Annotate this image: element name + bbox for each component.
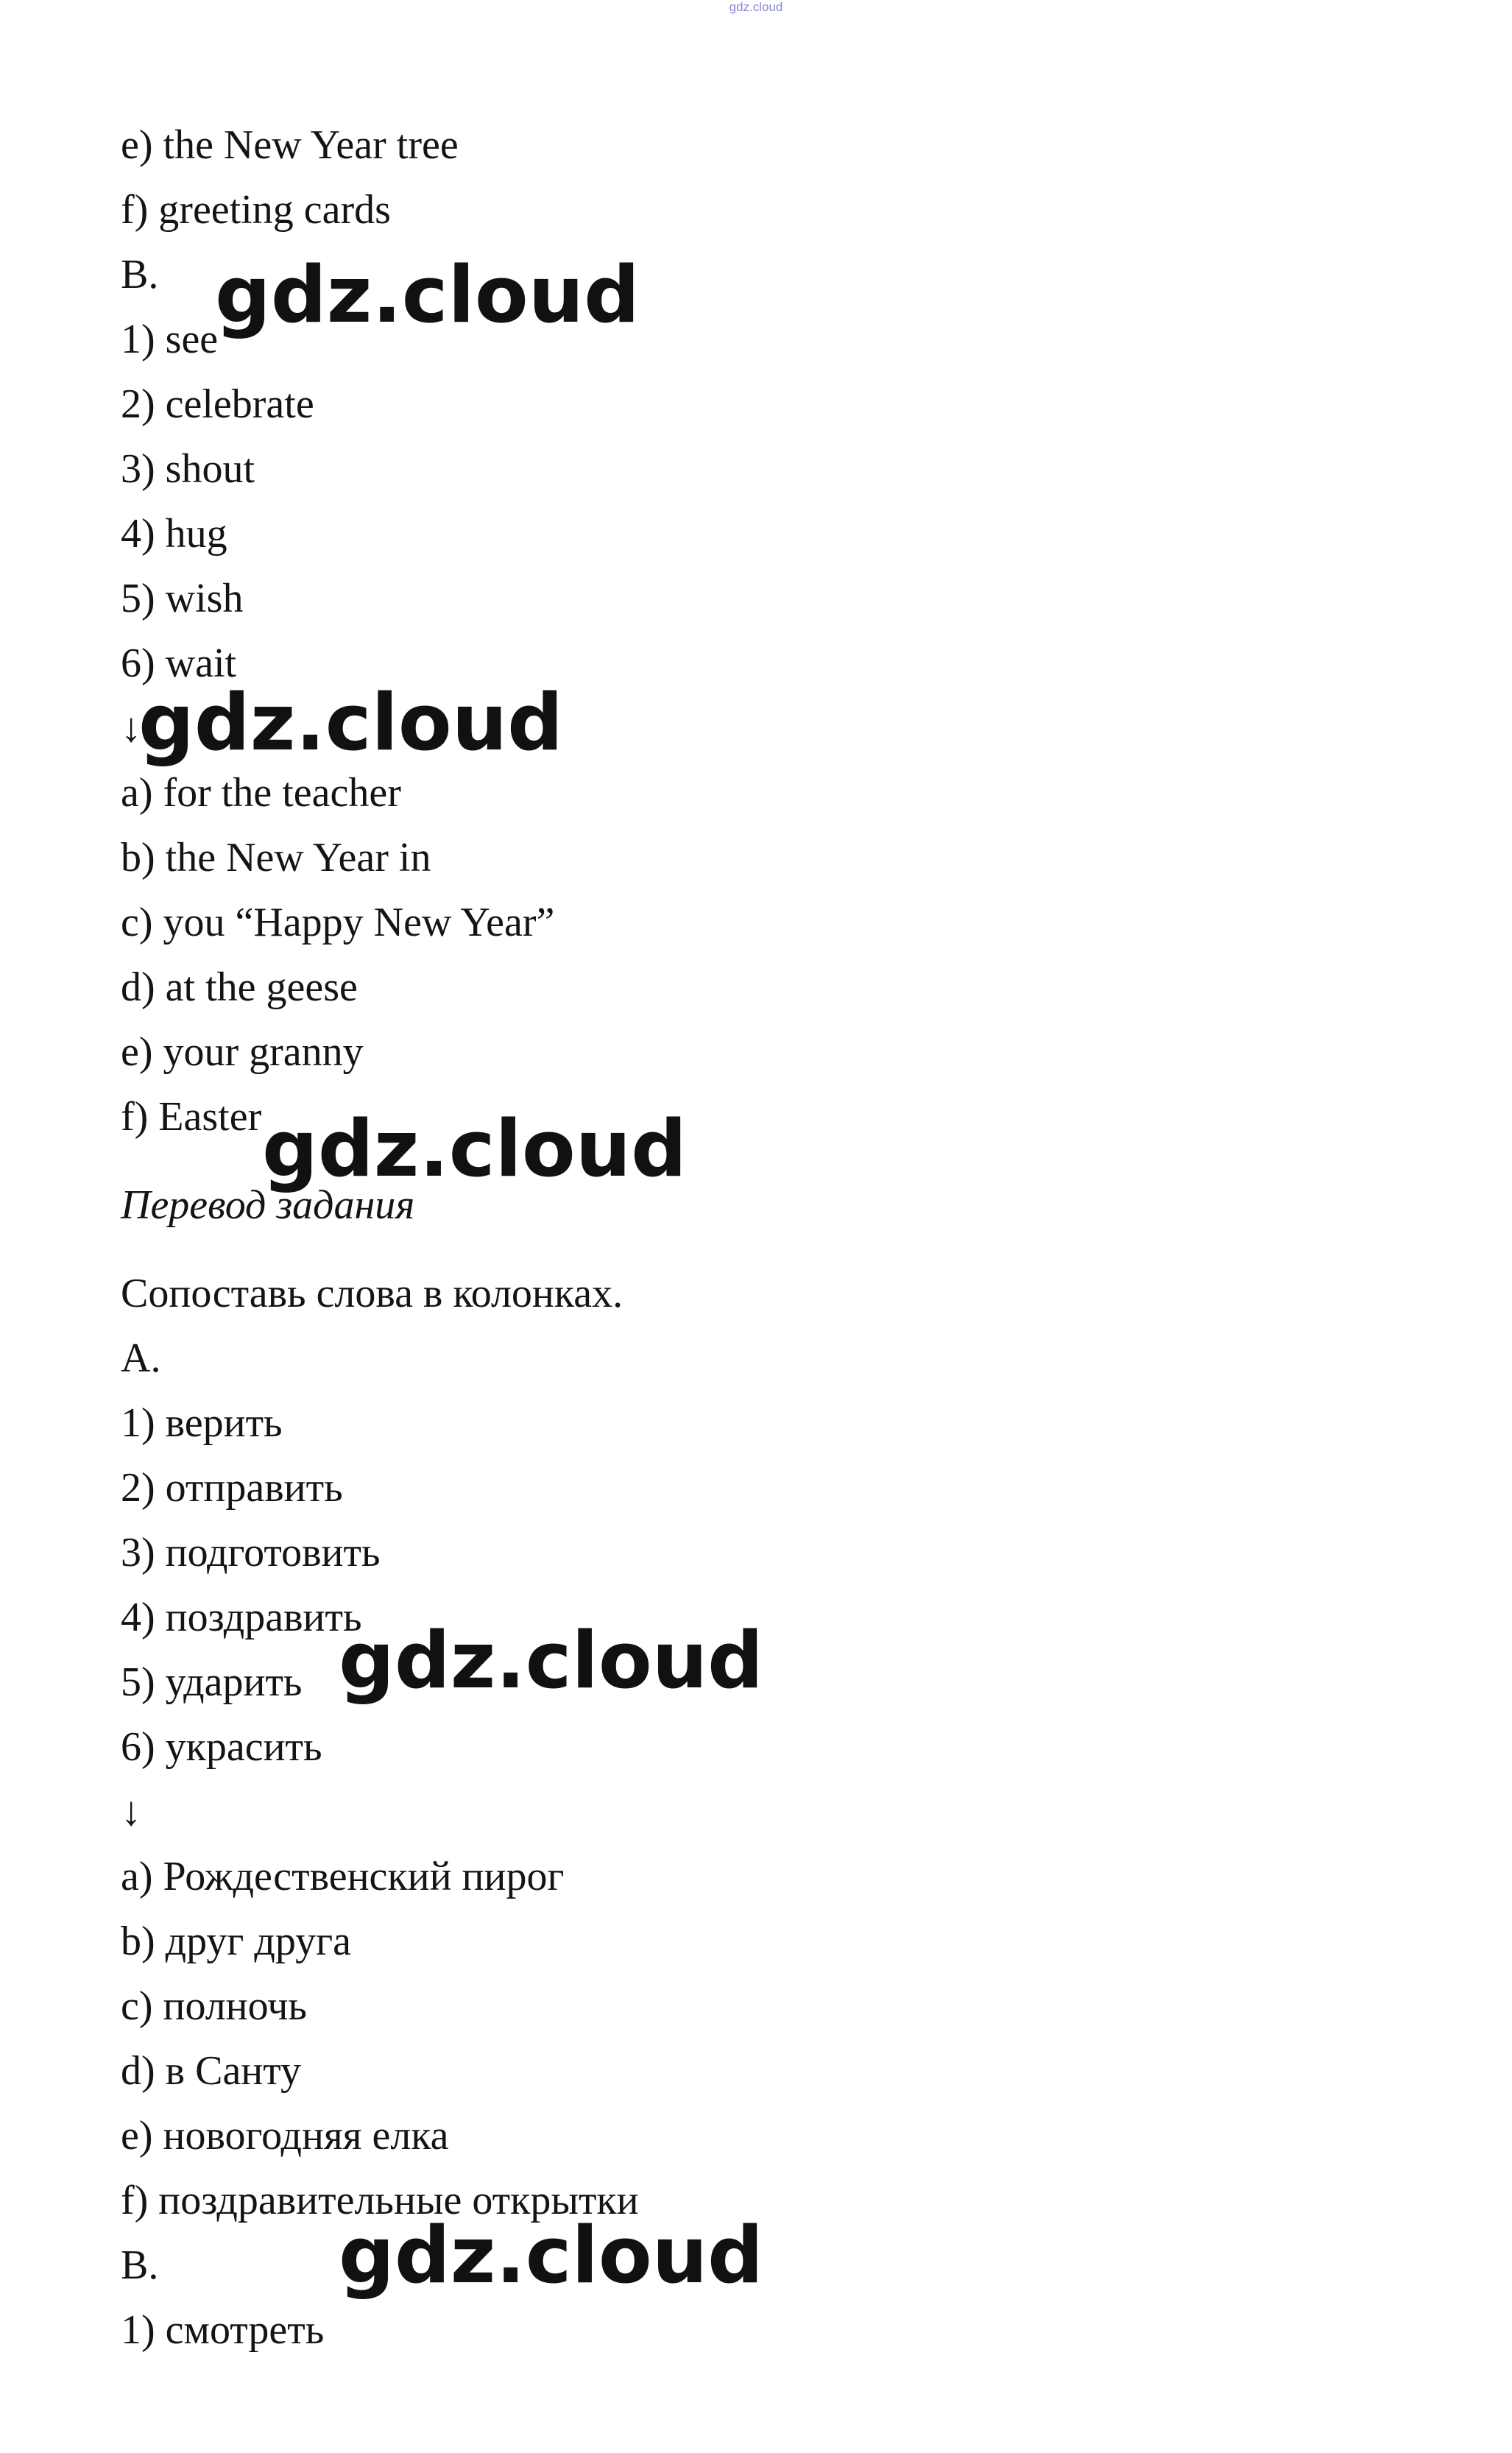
list-item: 1) see bbox=[121, 317, 219, 362]
down-arrow: ↓ bbox=[121, 705, 141, 751]
list-item: 5) wish bbox=[121, 576, 244, 621]
list-item: e) your granny bbox=[121, 1029, 364, 1075]
site-mark: gdz.cloud bbox=[729, 0, 783, 14]
list-item: d) в Санту bbox=[121, 2048, 301, 2094]
list-item: 6) wait bbox=[121, 640, 237, 686]
list-item: 3) подготовить bbox=[121, 1530, 381, 1575]
list-item: d) at the geese bbox=[121, 964, 358, 1010]
translation-heading: Перевод задания bbox=[121, 1182, 415, 1228]
list-item: c) полночь bbox=[121, 1983, 307, 2029]
section-label: B. bbox=[121, 252, 159, 297]
watermark-logo: gdz.cloud bbox=[339, 1615, 764, 1706]
list-item: 1) смотреть bbox=[121, 2307, 325, 2353]
list-item: f) поздравительные открытки bbox=[121, 2178, 639, 2223]
list-item: 3) shout bbox=[121, 446, 255, 492]
list-item: f) Easter bbox=[121, 1094, 262, 1140]
watermark-logo: gdz.cloud bbox=[138, 677, 564, 768]
section-label: A. bbox=[121, 1335, 161, 1381]
list-item: a) for the teacher bbox=[121, 770, 401, 816]
down-arrow: ↓ bbox=[121, 1789, 141, 1835]
list-item: 2) celebrate bbox=[121, 381, 314, 427]
list-item: c) you “Happy New Year” bbox=[121, 900, 555, 945]
list-item: e) новогодняя елка bbox=[121, 2113, 449, 2159]
list-item: 5) ударить bbox=[121, 1659, 303, 1705]
list-item: b) the New Year in bbox=[121, 835, 431, 880]
watermark-logo: gdz.cloud bbox=[262, 1104, 688, 1194]
section-label: B. bbox=[121, 2242, 159, 2288]
list-item: 6) украсить bbox=[121, 1724, 322, 1770]
list-item: b) друг друга bbox=[121, 1919, 351, 1964]
list-item: 2) отправить bbox=[121, 1465, 343, 1511]
list-item: e) the New Year tree bbox=[121, 122, 459, 168]
list-item: 4) hug bbox=[121, 511, 227, 557]
watermark-logo: gdz.cloud bbox=[339, 2210, 764, 2301]
watermark-logo: gdz.cloud bbox=[215, 250, 640, 340]
instruction-text: Сопоставь слова в колонках. bbox=[121, 1271, 623, 1316]
list-item: 1) верить bbox=[121, 1400, 283, 1446]
list-item: f) greeting cards bbox=[121, 187, 391, 233]
list-item: a) Рождественский пирог bbox=[121, 1854, 565, 1899]
list-item: 4) поздравить bbox=[121, 1595, 362, 1640]
